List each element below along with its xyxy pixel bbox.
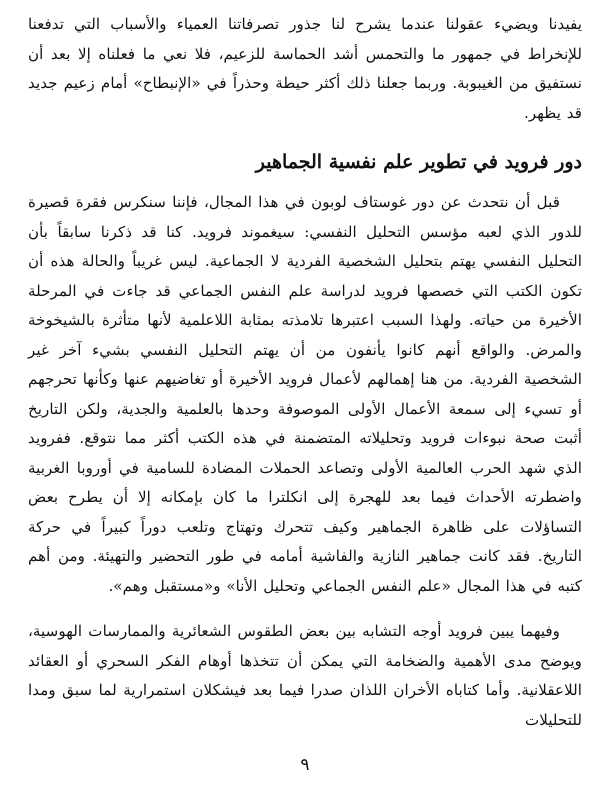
continued-paragraph: يفيدنا ويضيء عقولنا عندما يشرح لنا جذور تصرفاتنا العمياء والأسباب التي تدفعنا للإنخراط في جمهور ما والتحمس أشد الحماسة للزعيم، فلا نعي ما فعلناه إلا بعد أن نستفيق من الغيبوبة. وربما جعلنا ذلك أكثر حيطة وحذراً في «الإنبطاح» أمام زعيم جديد قد يظهر. — [28, 15, 582, 122]
body-paragraph-2: وفيهما يبين فرويد أوجه التشابه بين بعض الطقوس الشعائرية والممارسات الهوسية، ويوضح مدى الأهمية والضخامة التي يمكن أن تتخذها أوهام الفكر السحري أو العقائد اللاعقلانية. وأما كتاباه الأخران اللذان صدرا فيما بعد فيشكلان استمرارية لما سبق ومدا للتحليلات — [28, 622, 582, 729]
body-paragraph-1: قبل أن نتحدث عن دور غوستاف لوبون في هذا المجال، فإننا سنكرس فقرة قصيرة للدور الذي لعبه مؤسس التحليل النفسي: سيغموند فرويد. كنا قد ذكرنا سابقاً بأن التحليل النفسي يهتم بتحليل الشخصية الفردية لا الجماعية. ليس غريباً والحالة هذه أن تكون الكتب التي خصصها فرويد لدراسة علم النفس الجماعي قد جاءت في المرحلة الأخيرة من حياته. ولهذا السبب اعتبرها تلامذته بمثابة اللاعلمية لأنها متأثرة بالشيخوخة والمرض. والواقع أنهم كانوا يأنفون من أن يهتم التحليل النفسي بشيء آخر غير الشخصية الفردية. من هنا إهمالهم لأعمال فرويد الأخيرة أو تغاضيهم عنها وكأنها تحرجهم أو تسيء إلى سمعة الأعمال الأولى الموصوفة وحدها بالعلمية والجدية، ولكن التاريخ أثبت صحة نبوءات فرويد وتحليلاته المتضمنة في هذه الكتب أكثر مما نتوقع. ففرويد الذي شهد الحرب العالمية الأولى وتصاعد الحملات المضادة للسامية في أوروبا الغربية واضطرته الأحداث فيما بعد للهجرة إلى انكلترا ما كان بإمكانه إلا أن يطرح بعض التساؤلات على ظاهرة الجماهير وكيف تتحرك وتهتاج وتلعب دوراً كبيراً في حركة التاريخ. فقد كانت جماهير النازية والفاشية أمامه في طور التحضير والتهيئة. ومن أهم كتبه في هذا المجال «علم النفس الجماعي وتحليل الأنا» و«مستقبل وهم». — [28, 193, 582, 595]
paragraph-spacer — [28, 601, 582, 617]
page-number: ٩ — [300, 755, 310, 775]
book-page — [28, 10, 582, 790]
section-heading: دور فرويد في تطوير علم نفسية الجماهير — [255, 151, 582, 173]
